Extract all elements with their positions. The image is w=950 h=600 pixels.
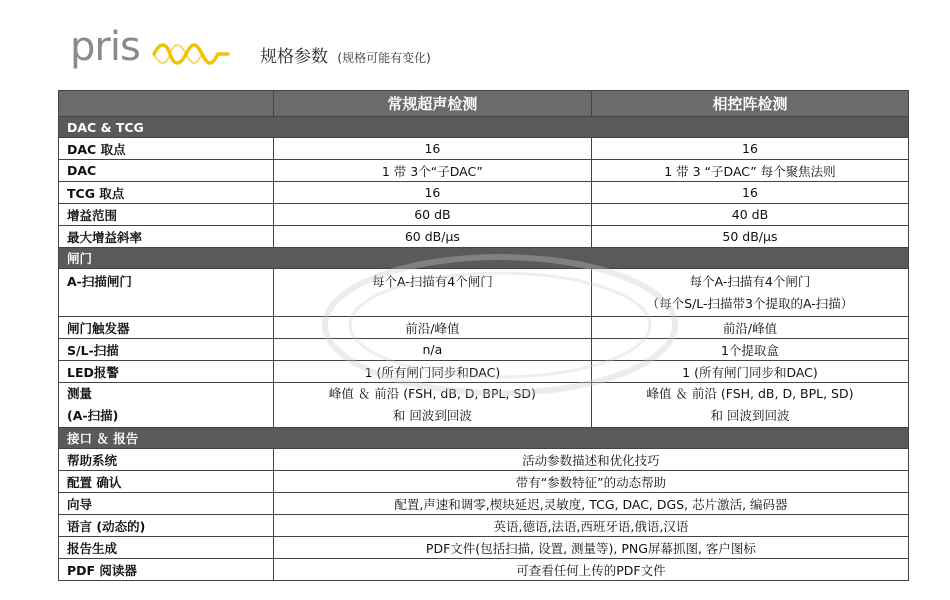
- row-label: 向导: [59, 493, 274, 515]
- cell-merged: 英语,德语,法语,西班牙语,俄语,汉语: [273, 515, 908, 537]
- label-line: (A-扫描): [67, 408, 119, 423]
- table-row: [59, 559, 909, 581]
- row-label: A-扫描闸门: [59, 269, 274, 317]
- table-row: [59, 138, 909, 160]
- row-label: 最大增益斜率: [59, 226, 274, 248]
- row-label: PDF 阅读器: [59, 559, 274, 581]
- section-dac-tcg: DAC & TCG: [59, 117, 909, 138]
- cell-phased: 前沿/峰值: [591, 317, 908, 339]
- table-row: [59, 317, 909, 339]
- cell-conventional: 每个A-扫描有4个闸门: [273, 269, 591, 317]
- table-row: [59, 182, 909, 204]
- cell-conventional: 前沿/峰值: [273, 317, 591, 339]
- table-header-row: [59, 91, 909, 117]
- table-row: [59, 269, 909, 317]
- table-row: [59, 493, 909, 515]
- row-label: 帮助系统: [59, 449, 274, 471]
- row-label: DAC 取点: [59, 138, 274, 160]
- cell-merged: 配置,声速和调零,楔块延迟,灵敏度, TCG, DAC, DGS, 芯片激活, 编码器: [273, 493, 908, 515]
- cell-line: （每个S/L-扫描带3个提取的A-扫描）: [646, 295, 854, 311]
- table-row: [59, 361, 909, 383]
- cell-phased: [591, 383, 908, 428]
- cell-line: 和 回波到回波: [392, 408, 472, 423]
- cell-line: 峰值 ＆ 前沿 (FSH, dB, D, BPL, SD): [328, 386, 536, 401]
- spec-table: [58, 90, 909, 581]
- row-label: [59, 383, 274, 428]
- table-row: [59, 515, 909, 537]
- cell-phased: [591, 269, 908, 317]
- cell-conventional: 60 dB/μs: [273, 226, 591, 248]
- logo-wordmark: pris: [70, 24, 140, 70]
- header-conventional-ut: 常规超声检测: [273, 91, 591, 117]
- table-row: [59, 160, 909, 182]
- cell-phased: 1 带 3 “子DAC” 每个聚焦法则: [591, 160, 908, 182]
- table-row: [59, 204, 909, 226]
- cell-line: 峰值 ＆ 前沿 (FSH, dB, D, BPL, SD): [646, 386, 854, 401]
- cell-conventional: 1 (所有闸门同步和DAC): [273, 361, 591, 383]
- label-line: 测量: [67, 386, 93, 401]
- cell-merged: PDF文件(包括扫描, 设置, 测量等), PNG屏幕抓图, 客户图标: [273, 537, 908, 559]
- section-row: [59, 117, 909, 138]
- section-gate: 闸门: [59, 248, 909, 269]
- header-blank: [59, 91, 274, 117]
- cell-line: 和 回波到回波: [710, 408, 790, 423]
- section-row: [59, 428, 909, 449]
- cell-phased: 16: [591, 138, 908, 160]
- page-header: [70, 24, 900, 78]
- cell-phased: 1个提取盒: [591, 339, 908, 361]
- row-label: S/L-扫描: [59, 339, 274, 361]
- cell-conventional: 1 带 3个“子DAC”: [273, 160, 591, 182]
- cell-phased: 16: [591, 182, 908, 204]
- cell-merged: 可查看任何上传的PDF文件: [273, 559, 908, 581]
- section-interface-report: 接口 ＆ 报告: [59, 428, 909, 449]
- cell-conventional: n/a: [273, 339, 591, 361]
- subtitle-text: (规格可能有变化): [337, 51, 431, 65]
- table-row: [59, 383, 909, 428]
- table-row: [59, 537, 909, 559]
- row-label: 配置 确认: [59, 471, 274, 493]
- row-label: 语言 (动态的): [59, 515, 274, 537]
- cell-conventional: 60 dB: [273, 204, 591, 226]
- title-text: 规格参数: [260, 47, 328, 67]
- table-row: [59, 226, 909, 248]
- cell-conventional: 16: [273, 182, 591, 204]
- page-title: [260, 42, 431, 67]
- table-row: [59, 471, 909, 493]
- row-label: 增益范围: [59, 204, 274, 226]
- cell-line: 每个A-扫描有4个闸门: [689, 273, 811, 289]
- row-label: TCG 取点: [59, 182, 274, 204]
- table-row: [59, 449, 909, 471]
- logo-wave-icon: [152, 40, 232, 66]
- row-label: 闸门触发器: [59, 317, 274, 339]
- table-row: [59, 339, 909, 361]
- row-label: LED报警: [59, 361, 274, 383]
- cell-phased: 50 dB/μs: [591, 226, 908, 248]
- section-row: [59, 248, 909, 269]
- cell-phased: 40 dB: [591, 204, 908, 226]
- cell-conventional: 16: [273, 138, 591, 160]
- row-label: DAC: [59, 160, 274, 182]
- cell-merged: 带有“参数特征”的动态帮助: [273, 471, 908, 493]
- cell-conventional: [273, 383, 591, 428]
- cell-merged: 活动参数描述和优化技巧: [273, 449, 908, 471]
- header-phased-array: 相控阵检测: [591, 91, 908, 117]
- row-label: 报告生成: [59, 537, 274, 559]
- prism-logo: [70, 24, 230, 76]
- cell-phased: 1 (所有闸门同步和DAC): [591, 361, 908, 383]
